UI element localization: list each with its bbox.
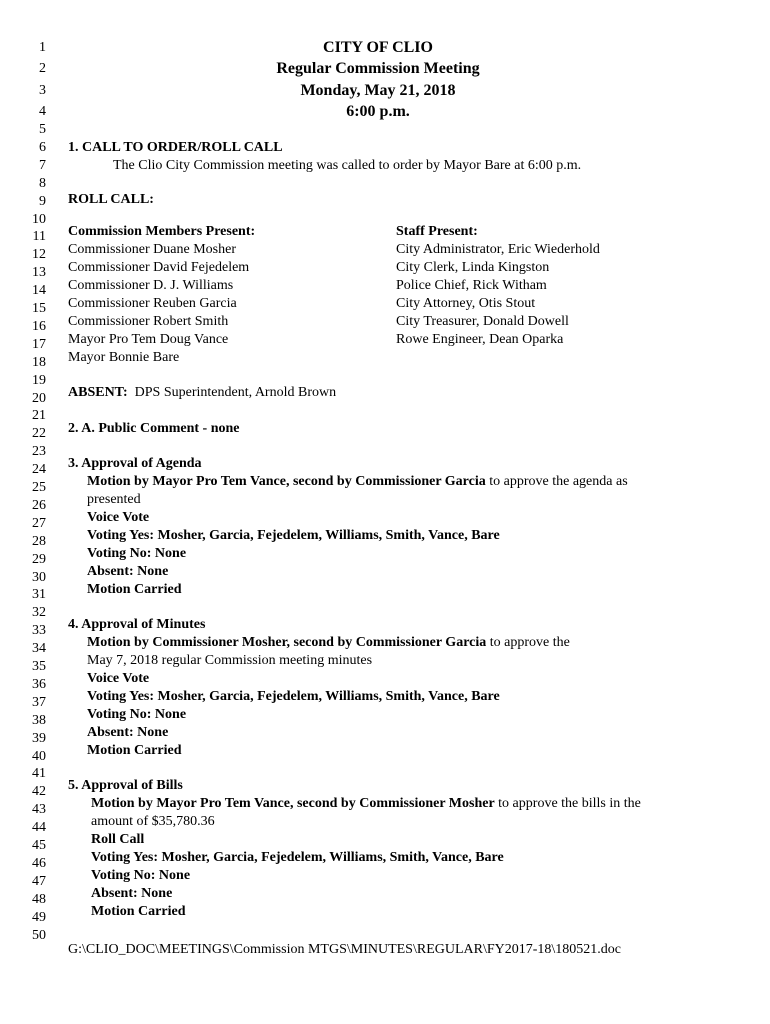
- line-number: 15: [32, 301, 46, 316]
- bills-motion-text: to approve the bills in the: [494, 796, 641, 811]
- line-number: 24: [32, 462, 46, 478]
- line-number: 29: [32, 551, 46, 567]
- line-number: 11: [32, 229, 46, 245]
- staff-heading: Staff Present:: [396, 224, 478, 239]
- member-item: Commissioner Reuben Garcia: [68, 296, 237, 311]
- line-number: 46: [32, 855, 46, 871]
- line-number: 18: [32, 354, 46, 370]
- staff-item: Rowe Engineer, Dean Oparka: [396, 332, 564, 347]
- minutes-voting-yes: Voting Yes: Mosher, Garcia, Fejedelem, Williams, Smith, Vance, Bare: [87, 689, 500, 704]
- line-number: 47: [32, 873, 46, 889]
- minutes-motion: [87, 634, 750, 652]
- line-number: 44: [32, 820, 46, 836]
- agenda-vote-type: Voice Vote: [87, 510, 150, 525]
- members-heading: Commission Members Present:: [68, 224, 256, 239]
- line-number: 12: [32, 247, 46, 263]
- agenda-voting-yes: Voting Yes: Mosher, Garcia, Fejedelem, Williams, Smith, Vance, Bare: [87, 528, 500, 543]
- city-title: CITY OF CLIO: [323, 39, 433, 56]
- minutes-vote-type: Voice Vote: [87, 671, 150, 686]
- line-number: 41: [32, 766, 46, 782]
- member-item: Commissioner D. J. Williams: [68, 278, 234, 293]
- minutes-heading: 4. Approval of Minutes: [68, 617, 206, 632]
- agenda-result: Motion Carried: [87, 582, 182, 597]
- line-number: 23: [32, 444, 46, 460]
- line-number: 20: [32, 390, 46, 406]
- bills-voting-no: Voting No: None: [91, 868, 191, 883]
- line-number: 17: [32, 336, 46, 352]
- agenda-motion-bold: Motion by Mayor Pro Tem Vance, second by Commissioner Garcia: [87, 474, 486, 489]
- line-number: 4: [39, 104, 46, 119]
- staff-item: City Administrator, Eric Wiederhold: [396, 242, 600, 257]
- line-number: 39: [32, 730, 46, 746]
- agenda-heading: 3. Approval of Agenda: [68, 456, 202, 471]
- line-number: 45: [32, 838, 46, 853]
- line-number: 35: [32, 659, 46, 674]
- member-item: Commissioner Robert Smith: [68, 314, 229, 329]
- line-number: 37: [32, 694, 46, 710]
- agenda-motion-cont: presented: [87, 492, 141, 507]
- line-number: 38: [32, 712, 46, 728]
- line-number: 3: [39, 83, 46, 98]
- call-to-order-heading: 1. CALL TO ORDER/ROLL CALL: [68, 140, 283, 155]
- line-number: 30: [32, 569, 46, 585]
- line-number: 33: [32, 623, 46, 639]
- line-number: 14: [32, 283, 46, 299]
- line-number: 1: [39, 40, 46, 55]
- staff-item: City Treasurer, Donald Dowell: [396, 314, 569, 329]
- bills-heading: 5. Approval of Bills: [68, 778, 183, 793]
- line-number: 27: [32, 515, 46, 531]
- line-number: 21: [32, 408, 46, 424]
- line-number: 16: [32, 318, 46, 334]
- minutes-motion-text: to approve the: [486, 635, 570, 650]
- minutes-motion-bold: Motion by Commissioner Mosher, second by Commissioner Garcia: [87, 635, 487, 650]
- member-item: Commissioner Duane Mosher: [68, 242, 236, 257]
- line-number: 22: [32, 426, 46, 442]
- staff-item: City Attorney, Otis Stout: [396, 296, 536, 311]
- line-number: 43: [32, 802, 46, 818]
- minutes-result: Motion Carried: [87, 743, 182, 758]
- line-number: 7: [39, 157, 46, 173]
- absent-line: [68, 384, 750, 402]
- line-number: 9: [39, 193, 46, 209]
- staff-item: City Clerk, Linda Kingston: [396, 260, 550, 275]
- line-number: 50: [32, 927, 46, 943]
- minutes-voting-no: Voting No: None: [87, 707, 187, 722]
- line-number: 8: [39, 175, 46, 191]
- line-number: 48: [32, 891, 46, 907]
- line-number: 32: [32, 605, 46, 621]
- meeting-date: Monday, May 21, 2018: [300, 82, 456, 99]
- absent-text: DPS Superintendent, Arnold Brown: [134, 385, 337, 400]
- minutes-absent: Absent: None: [87, 725, 169, 740]
- line-number: 13: [32, 265, 46, 281]
- bills-voting-yes: Voting Yes: Mosher, Garcia, Fejedelem, Williams, Smith, Vance, Bare: [91, 850, 504, 865]
- bills-absent: Absent: None: [91, 886, 173, 901]
- agenda-motion: [87, 473, 750, 491]
- staff-item: Police Chief, Rick Witham: [396, 278, 547, 293]
- roll-call-heading: ROLL CALL:: [68, 192, 154, 207]
- line-number: 49: [32, 909, 46, 925]
- absent-label: ABSENT:: [68, 385, 128, 400]
- member-item: Commissioner David Fejedelem: [68, 260, 250, 275]
- line-number: 5: [39, 122, 46, 137]
- line-number: 40: [32, 748, 46, 764]
- call-to-order-text: The Clio City Commission meeting was called to order by Mayor Bare at 6:00 p.m.: [113, 158, 582, 173]
- meeting-time: 6:00 p.m.: [346, 103, 410, 120]
- line-number: 25: [32, 480, 46, 495]
- line-number: 28: [32, 533, 46, 549]
- bills-motion-bold: Motion by Mayor Pro Tem Vance, second by Commissioner Mosher: [91, 796, 495, 811]
- line-number: 10: [32, 211, 46, 227]
- line-number: 34: [32, 641, 46, 657]
- line-number: 26: [32, 497, 46, 513]
- public-comment: 2. A. Public Comment - none: [68, 421, 240, 436]
- member-item: Mayor Pro Tem Doug Vance: [68, 332, 229, 347]
- meeting-title: Regular Commission Meeting: [276, 60, 480, 77]
- line-number: 36: [32, 676, 46, 692]
- agenda-absent: Absent: None: [87, 564, 169, 579]
- line-number: 19: [32, 372, 46, 388]
- line-number: 2: [39, 61, 46, 76]
- file-path-footer: G:\CLIO_DOC\MEETINGS\Commission MTGS\MINUTES\REGULAR\FY2017-18\180521.doc: [68, 942, 622, 957]
- line-number: 31: [32, 587, 46, 603]
- bills-vote-type: Roll Call: [91, 832, 145, 847]
- line-number: 6: [39, 139, 46, 155]
- bills-result: Motion Carried: [91, 904, 186, 919]
- minutes-motion-cont: May 7, 2018 regular Commission meeting minutes: [87, 653, 373, 668]
- agenda-voting-no: Voting No: None: [87, 546, 187, 561]
- line-number: 42: [32, 784, 46, 800]
- bills-motion: [91, 795, 750, 813]
- bills-motion-cont: amount of $35,780.36: [91, 814, 215, 829]
- agenda-motion-text: to approve the agenda as: [485, 474, 628, 489]
- member-item: Mayor Bonnie Bare: [68, 350, 180, 365]
